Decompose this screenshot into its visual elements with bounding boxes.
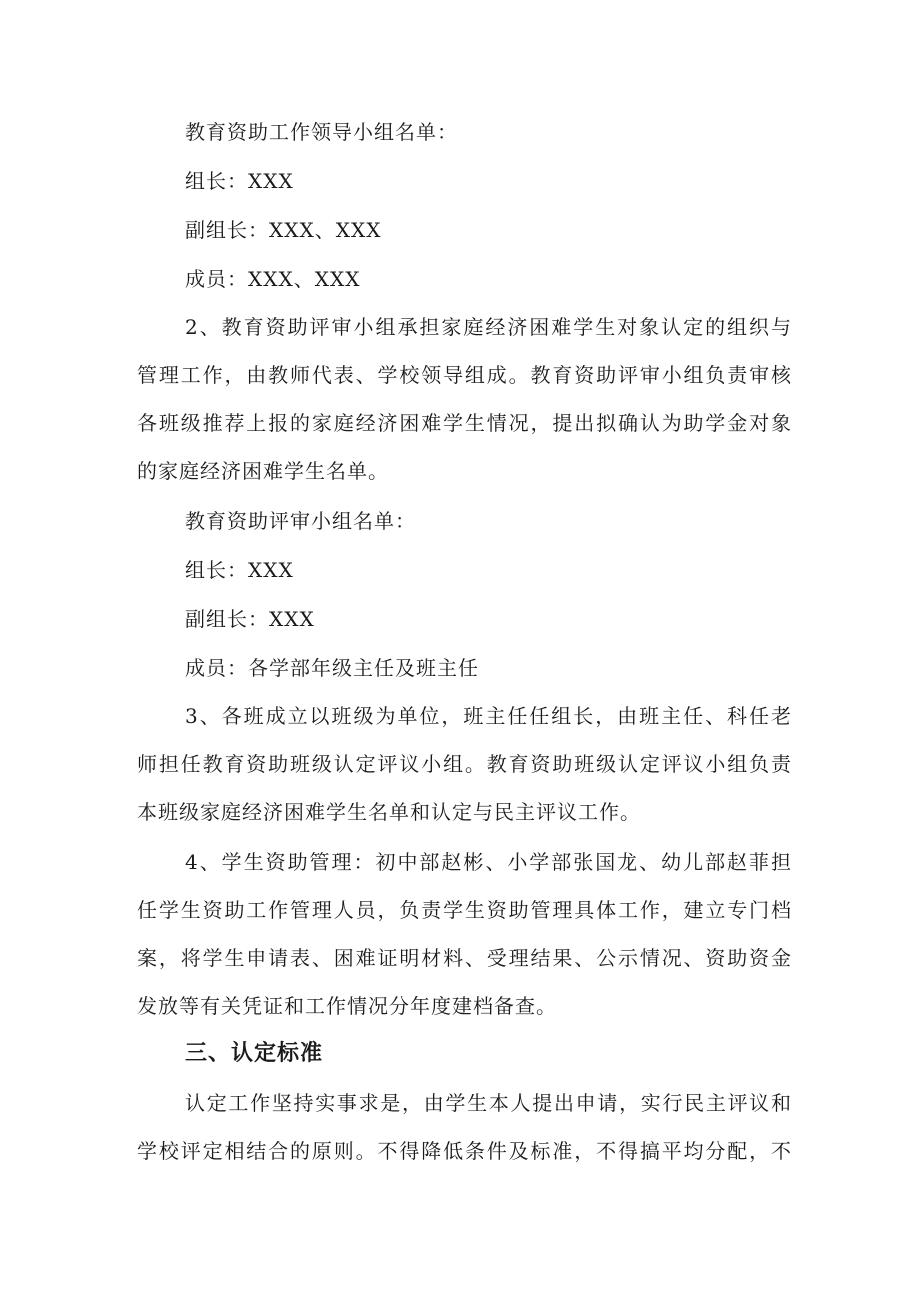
paragraph-4-line-3: 案，将学生申请表、困难证明材料、受理结果、公示情况、资助资金: [137, 946, 792, 970]
leadership-group-members: 成员：XXX、XXX: [185, 267, 361, 291]
criteria-paragraph-line-2: 学校评定相结合的原则。不得降低条件及标准，不得搞平均分配，不: [137, 1139, 792, 1163]
criteria-paragraph-line-1: 认定工作坚持实事求是，由学生本人提出申请，实行民主评议和: [185, 1091, 792, 1115]
review-group-deputy: 副组长：XXX: [185, 607, 315, 631]
paragraph-3-line-2: 师担任教育资助班级认定评议小组。教育资助班级认定评议小组负责: [137, 752, 792, 776]
review-group-members: 成员：各学部年级主任及班主任: [185, 656, 479, 680]
paragraph-3-line-1: 3、各班成立以班级为单位，班主任任组长，由班主任、科任老: [185, 704, 792, 728]
leadership-group-deputy: 副组长：XXX、XXX: [185, 218, 382, 242]
paragraph-4-line-2: 任学生资助工作管理人员，负责学生资助管理具体工作，建立专门档: [137, 898, 792, 922]
paragraph-2-line-3: 各班级推荐上报的家庭经济困难学生情况，提出拟确认为助学金对象: [137, 411, 792, 435]
paragraph-2-line-1: 2、教育资助评审小组承担家庭经济困难学生对象认定的组织与: [185, 315, 792, 339]
paragraph-4-line-4: 发放等有关凭证和工作情况分年度建档备查。: [137, 994, 557, 1018]
paragraph-2-line-2: 管理工作，由教师代表、学校领导组成。教育资助评审小组负责审核: [137, 363, 792, 387]
review-group-leader: 组长：XXX: [185, 558, 294, 582]
leadership-group-list-title: 教育资助工作领导小组名单：: [185, 120, 458, 144]
paragraph-2-line-4: 的家庭经济困难学生名单。: [137, 459, 389, 483]
paragraph-3-line-3: 本班级家庭经济困难学生名单和认定与民主评议工作。: [137, 800, 641, 824]
paragraph-4-line-1: 4、学生资助管理：初中部赵彬、小学部张国龙、幼儿部赵菲担: [185, 850, 792, 874]
review-group-list-title: 教育资助评审小组名单：: [185, 509, 416, 533]
section-heading-criteria: 三、认定标准: [185, 1041, 324, 1066]
leadership-group-leader: 组长：XXX: [185, 169, 294, 193]
